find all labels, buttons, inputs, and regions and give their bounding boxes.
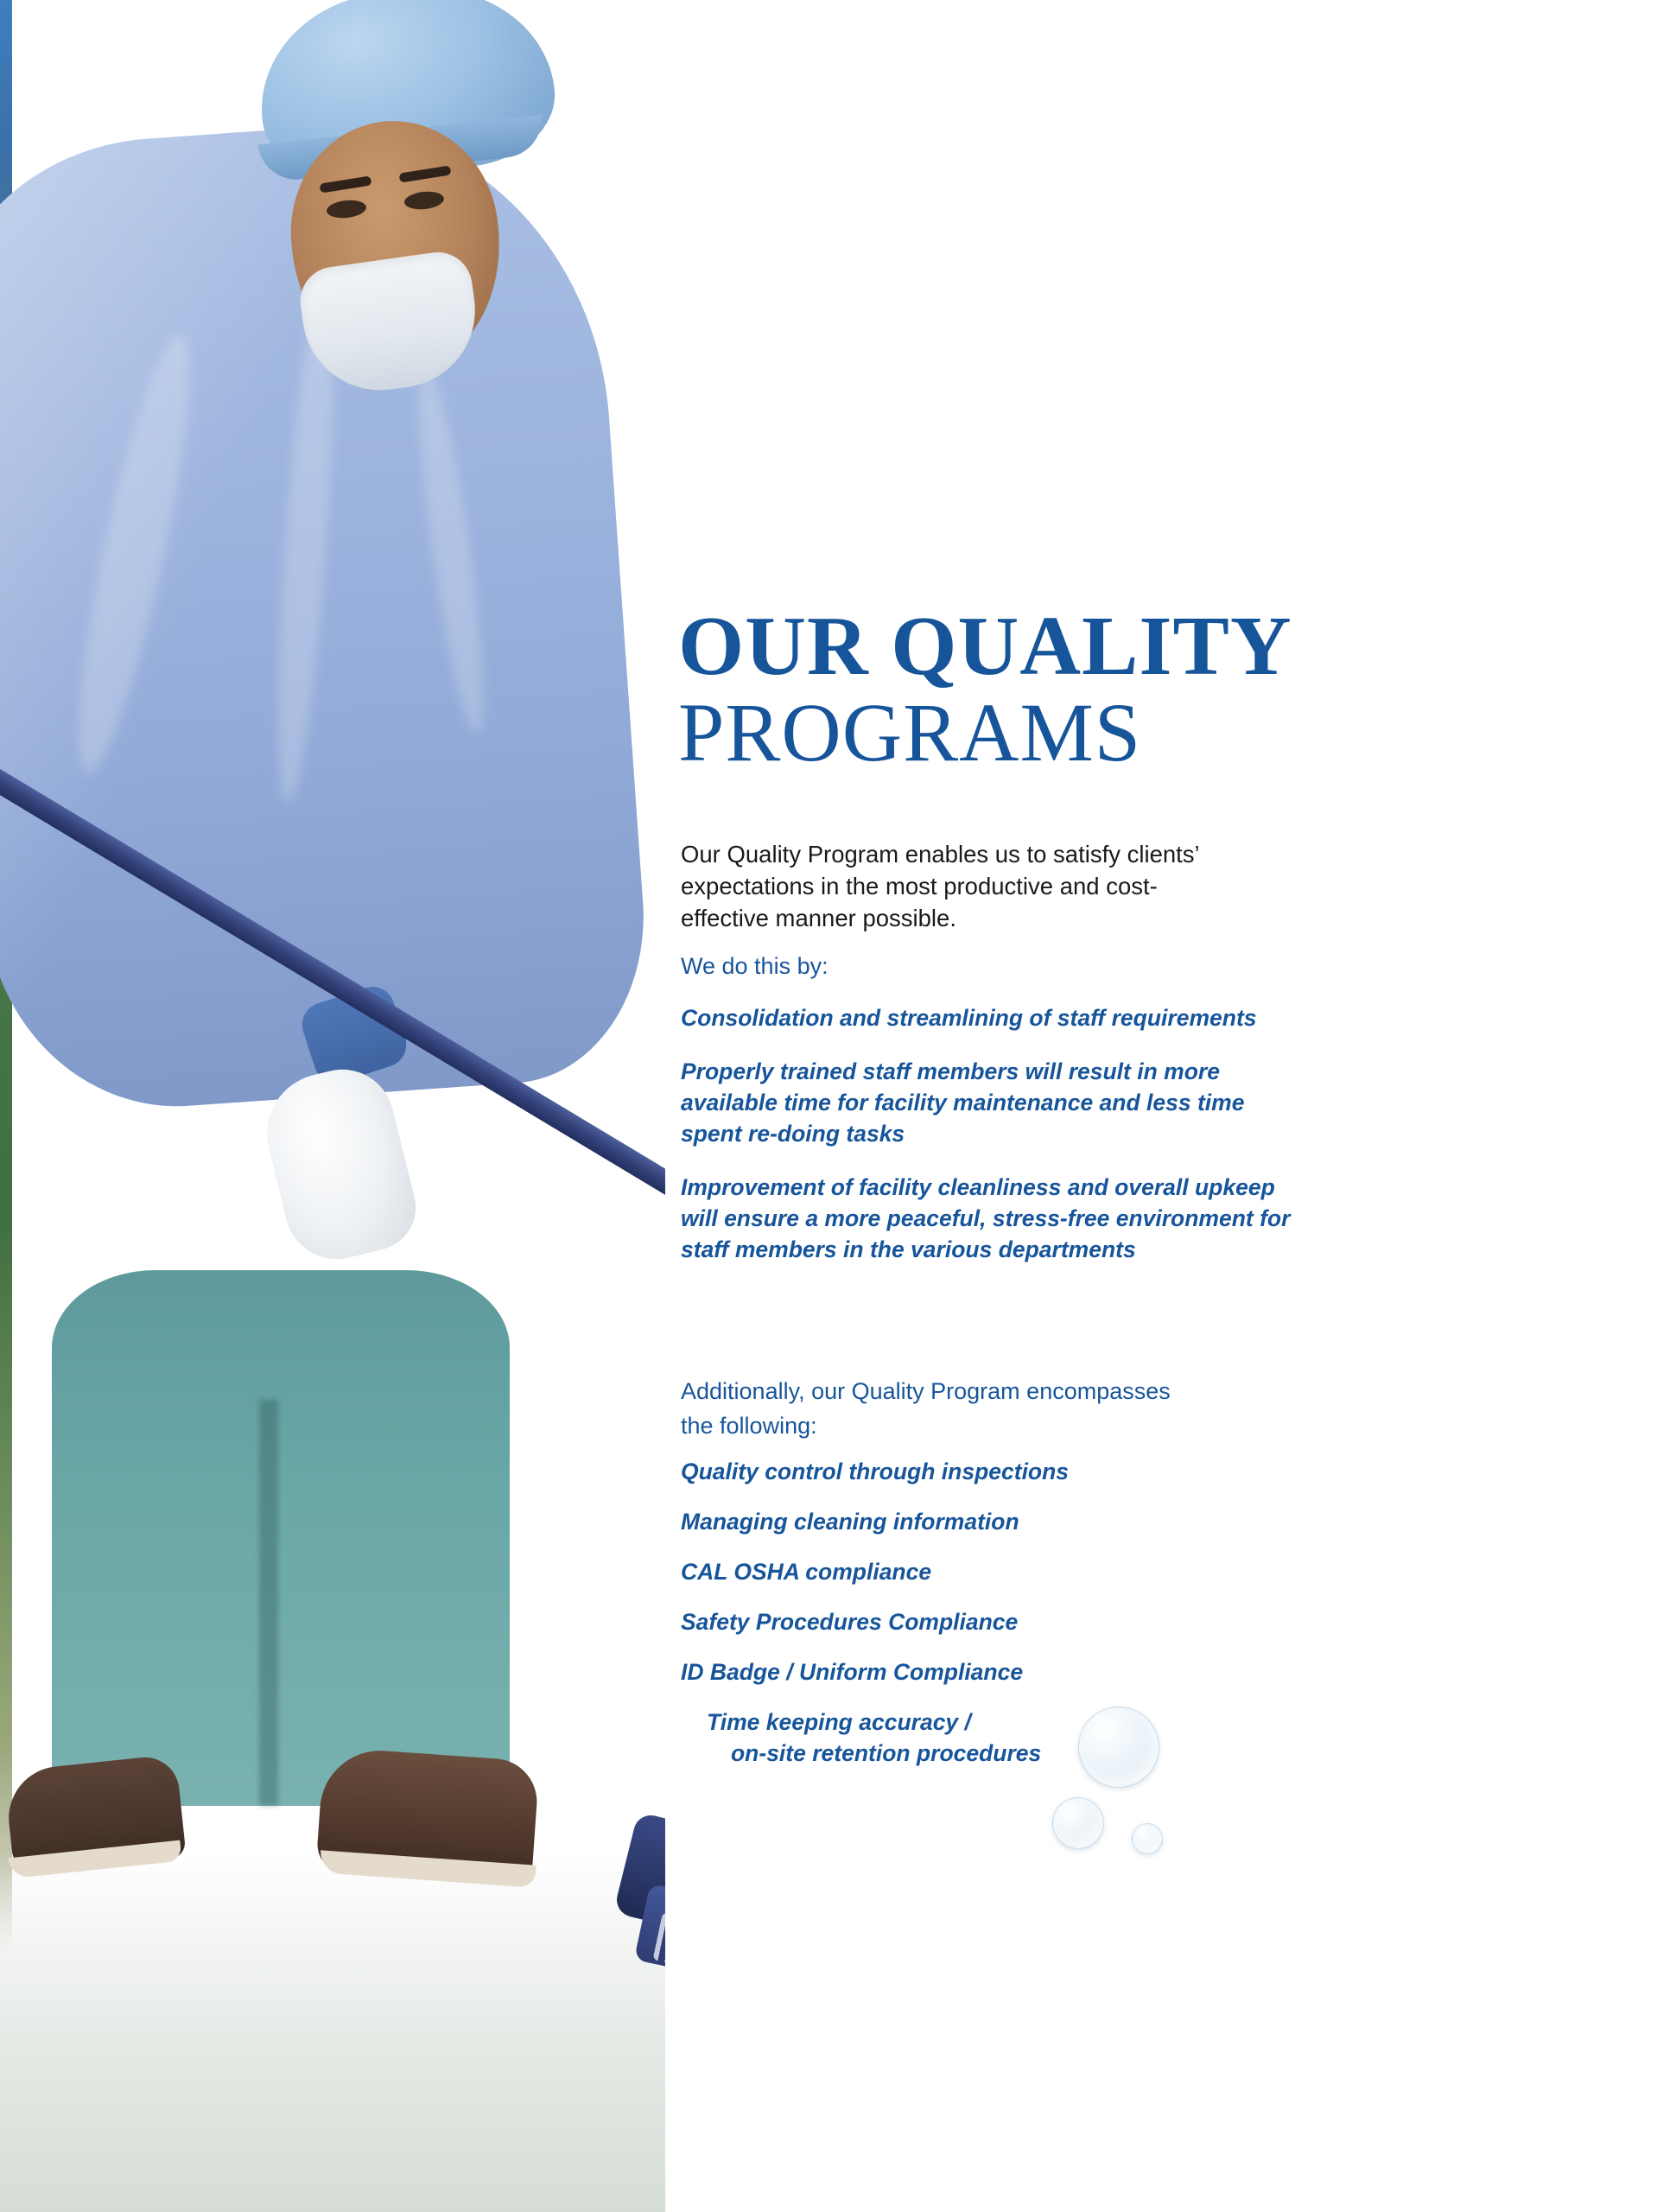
list-item: Properly trained staff members will result in more available time for facility maintenance and less time spent re-doing tasks: [681, 1058, 1245, 1147]
final-bullet-line-1: Time keeping accuracy /: [707, 1709, 971, 1735]
additional-intro-text: Additionally, our Quality Program encompasses the following:: [681, 1378, 1171, 1439]
page-title-line-1: OUR QUALITY: [678, 600, 1292, 693]
list-item: CAL OSHA compliance: [681, 1559, 932, 1585]
list-item: Safety Procedures Compliance: [681, 1609, 1019, 1635]
lead-in-text: We do this by:: [681, 953, 828, 979]
list-item-final: [707, 1707, 1303, 1769]
content-column: [678, 0, 1594, 2212]
additional-bullet-list: [681, 1456, 1303, 1769]
page-title: [678, 600, 1387, 779]
final-bullet-line-2: on-site retention procedures: [731, 1740, 1042, 1766]
pants-shadow: [259, 1400, 278, 1806]
hero-photo: [0, 0, 665, 2212]
list-item: Quality control through inspections: [681, 1459, 1070, 1484]
scrub-pants: [52, 1270, 510, 1806]
list-item: Consolidation and streamlining of staff requirements: [681, 1005, 1257, 1031]
primary-bullet-list: [681, 1002, 1303, 1287]
list-item: ID Badge / Uniform Compliance: [681, 1659, 1024, 1685]
photo-floor-shading: [0, 1849, 665, 2212]
intro-paragraph: Our Quality Program enables us to satisfy clients’ expectations in the most productive and cost-effective manner possible.: [681, 840, 1199, 931]
list-item: Improvement of facility cleanliness and overall upkeep will ensure a more peaceful, stress-free environment for staff members in the various departments: [681, 1174, 1291, 1262]
page-title-line-2: PROGRAMS: [678, 686, 1142, 779]
list-item: Managing cleaning information: [681, 1509, 1019, 1535]
